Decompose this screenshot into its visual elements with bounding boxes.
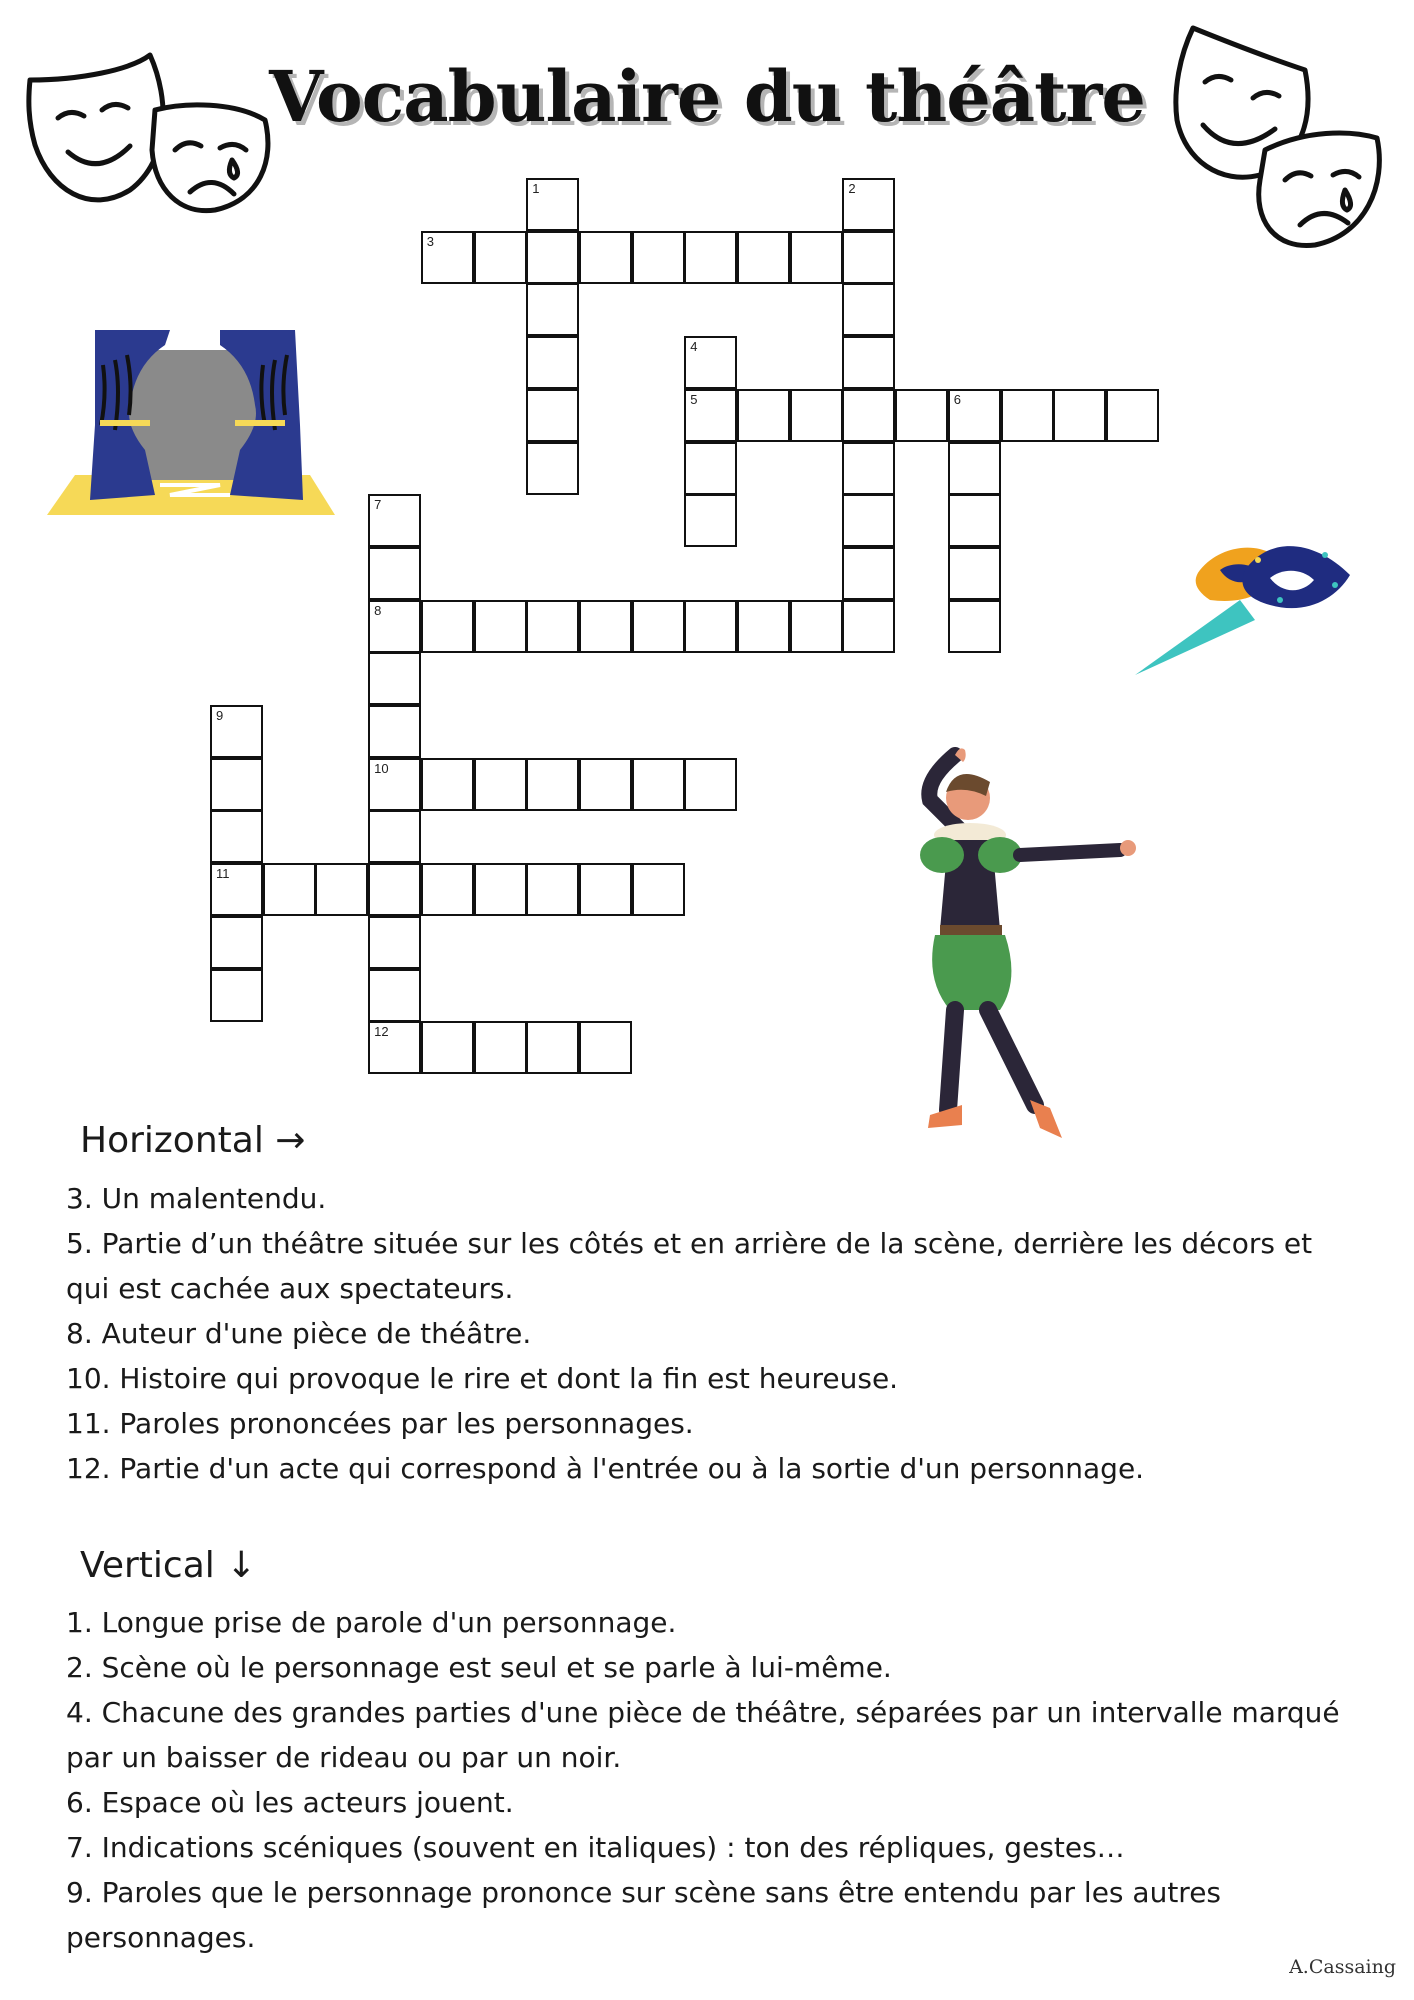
crossword-cell[interactable] (1106, 389, 1159, 442)
crossword-cell[interactable] (842, 336, 895, 389)
crossword-cell[interactable] (526, 283, 579, 336)
crossword-cell[interactable] (368, 1021, 421, 1074)
clue-number: 5 (690, 391, 698, 407)
vertical-clues (66, 1600, 1356, 1960)
crossword-cell[interactable] (210, 916, 263, 969)
clue-down-7: 7. Indications scéniques (souvent en italiques) : ton des répliques, gestes… (66, 1831, 1125, 1864)
author-credit: A.Cassaing (1289, 1956, 1396, 1978)
horizontal-heading: Horizontal → (80, 1120, 306, 1161)
crossword-cell[interactable] (263, 863, 316, 916)
clue-number: 4 (690, 339, 698, 355)
clue-down-9: 9. Paroles que le personnage prononce sur scène sans être entendu par les autres personnages. (66, 1876, 1222, 1954)
crossword-cell[interactable] (421, 231, 474, 284)
crossword-cell[interactable] (842, 600, 895, 653)
crossword-cell[interactable] (526, 1021, 579, 1074)
crossword-cell[interactable] (684, 442, 737, 495)
crossword-cell[interactable] (632, 863, 685, 916)
clue-number: 9 (216, 708, 224, 723)
crossword-cell[interactable] (684, 494, 737, 547)
crossword-cell[interactable] (684, 336, 737, 389)
clue-down-2: 2. Scène où le personnage est seul et se parle à lui-même. (66, 1651, 892, 1684)
crossword-cell[interactable] (526, 442, 579, 495)
crossword-cell[interactable] (421, 863, 474, 916)
crossword-cell[interactable] (526, 389, 579, 442)
crossword-cell[interactable] (842, 178, 895, 231)
crossword-cell[interactable] (948, 547, 1001, 600)
clue-number: 2 (848, 181, 856, 196)
crossword-cell[interactable] (526, 336, 579, 389)
crossword-cell[interactable] (579, 231, 632, 284)
crossword-cell[interactable] (315, 863, 368, 916)
crossword-cell[interactable] (368, 863, 421, 916)
crossword-cell[interactable] (842, 389, 895, 442)
crossword-cell[interactable] (368, 652, 421, 705)
crossword-cell[interactable] (210, 969, 263, 1022)
clue-across-12: 12. Partie d'un acte qui correspond à l'entrée ou à la sortie d'un personnage. (66, 1452, 1145, 1485)
crossword-cell[interactable] (684, 231, 737, 284)
crossword-cell[interactable] (368, 705, 421, 758)
crossword-cell[interactable] (842, 442, 895, 495)
crossword-cell[interactable] (842, 283, 895, 336)
crossword-cell[interactable] (790, 231, 843, 284)
crossword-cell[interactable] (579, 758, 632, 811)
crossword-cell[interactable] (790, 600, 843, 653)
crossword-cell[interactable] (842, 494, 895, 547)
clue-across-11: 11. Paroles prononcées par les personnages. (66, 1407, 694, 1440)
crossword-cell[interactable] (1001, 389, 1054, 442)
crossword-cell[interactable] (421, 600, 474, 653)
crossword-cell[interactable] (684, 600, 737, 653)
crossword-cell[interactable] (632, 231, 685, 284)
crossword-cell[interactable] (474, 863, 527, 916)
clue-across-10: 10. Histoire qui provoque le rire et dont la fin est heureuse. (66, 1362, 899, 1395)
crossword-cell[interactable] (632, 758, 685, 811)
crossword-cell[interactable] (632, 600, 685, 653)
crossword-cell[interactable] (368, 969, 421, 1022)
clue-number: 3 (426, 233, 435, 249)
crossword-cell[interactable] (579, 863, 632, 916)
crossword-cell[interactable] (210, 863, 263, 916)
clue-number: 11 (216, 866, 230, 882)
crossword-cell[interactable] (368, 494, 421, 547)
crossword-cell[interactable] (1053, 389, 1106, 442)
crossword-cell[interactable] (368, 758, 421, 811)
crossword-cell[interactable] (895, 389, 948, 442)
crossword-cell[interactable] (842, 547, 895, 600)
crossword-cell[interactable] (368, 600, 421, 653)
crossword-cell[interactable] (210, 758, 263, 811)
crossword-cell[interactable] (737, 231, 790, 284)
clue-down-1: 1. Longue prise de parole d'un personnage. (66, 1606, 677, 1639)
clue-across-5: 5. Partie d’un théâtre située sur les côtés et en arrière de la scène, derrière les décors et qui est cachée aux spectateurs. (66, 1227, 1313, 1305)
crossword-cell[interactable] (474, 600, 527, 653)
crossword-cell[interactable] (421, 1021, 474, 1074)
horizontal-clues (66, 1176, 1356, 1491)
crossword-cell[interactable] (474, 231, 527, 284)
crossword-cell[interactable] (526, 178, 579, 231)
page-title: Vocabulaire du théâtre (269, 55, 1145, 138)
crossword-cell[interactable] (368, 547, 421, 600)
crossword-cell[interactable] (579, 600, 632, 653)
clue-number: 6 (953, 391, 962, 407)
clue-number: 12 (374, 1024, 389, 1040)
clue-number: 10 (374, 760, 389, 776)
crossword-cell[interactable] (842, 231, 895, 284)
crossword-cell[interactable] (948, 494, 1001, 547)
crossword-cell[interactable] (684, 389, 737, 442)
crossword-cell[interactable] (526, 758, 579, 811)
crossword-cell[interactable] (526, 600, 579, 653)
crossword-cell[interactable] (684, 758, 737, 811)
crossword-cell[interactable] (579, 1021, 632, 1074)
clue-down-6: 6. Espace où les acteurs jouent. (66, 1786, 514, 1819)
crossword-cell[interactable] (421, 758, 474, 811)
crossword-cell[interactable] (526, 231, 579, 284)
crossword-cell[interactable] (948, 442, 1001, 495)
crossword-cell[interactable] (210, 810, 263, 863)
crossword-cell[interactable] (790, 389, 843, 442)
crossword-cell[interactable] (210, 705, 263, 758)
crossword-cell[interactable] (948, 389, 1001, 442)
crossword-cell[interactable] (474, 1021, 527, 1074)
crossword-cell[interactable] (526, 863, 579, 916)
crossword-cell[interactable] (474, 758, 527, 811)
clue-number: 1 (532, 181, 540, 196)
crossword-cell[interactable] (737, 600, 790, 653)
clue-across-3: 3. Un malentendu. (66, 1182, 327, 1215)
crossword-cell[interactable] (368, 810, 421, 863)
vertical-heading: Vertical ↓ (80, 1545, 257, 1586)
clue-number: 7 (374, 497, 382, 513)
clue-down-4: 4. Chacune des grandes parties d'une pièce de théâtre, séparées par un intervalle marqué par un baisser de rideau ou par un noir. (66, 1696, 1340, 1774)
crossword-cell[interactable] (948, 600, 1001, 653)
clue-across-8: 8. Auteur d'une pièce de théâtre. (66, 1317, 532, 1350)
crossword-cell[interactable] (368, 916, 421, 969)
clue-number: 8 (374, 602, 382, 618)
crossword-cell[interactable] (737, 389, 790, 442)
